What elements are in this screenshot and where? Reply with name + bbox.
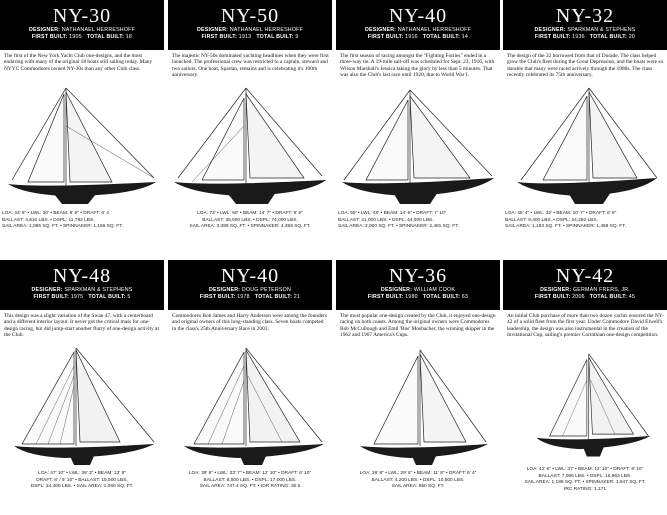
designer-line: DESIGNER: NATHANAEL HERRESHOFF bbox=[28, 27, 136, 33]
sailboat-drawing bbox=[340, 86, 496, 206]
class-title: NY-36 bbox=[388, 265, 448, 287]
card-header bbox=[336, 260, 500, 310]
card-header bbox=[0, 260, 164, 310]
card-ny48 bbox=[0, 260, 164, 513]
card-header bbox=[503, 0, 667, 50]
class-description: The majestic NY-50s dominated yachting headlines when they were first launched. The professional crew was restricted to a captain, steward and two sailors. One boat, Spartan, remains and is celebrating it's 100th anniversary. bbox=[172, 53, 329, 79]
sailboat-drawing bbox=[340, 346, 496, 466]
spec-list: LOA: 47' 10" • LWL: 36' 3" • BEAM: 13' 9" DRAFT: 8' / 5' 10" • BALLAST: 15,500 LBS. DSPL: 34,400 LBS. • SAIL AREA: 1,060 SQ. FT. bbox=[30, 471, 134, 490]
card-header bbox=[168, 0, 332, 50]
designer-line: DESIGNER: NATHANAEL HERRESHOFF bbox=[196, 27, 304, 33]
spec-list: LOA: 42' 6" • LWL: 37' • BEAM: 12' 10" • DRAFT: 8' 10" BALLAST: 7,066 LBS. • DSPL: 15,963 LBS. SAIL AREA: 1,188 SQ. FT. • SPINNAKER: 1,647 SQ. FT. IRC RATING: 1.171 bbox=[524, 467, 646, 492]
class-title: NY-48 bbox=[52, 265, 112, 287]
spec-list: LOA: 45' 4" • LWL: 32' • BEAM: 10' 7" • DRAFT: 6' 6" BALLAST: 9,400 LBS. • DSPL: 24,250 LBS. SAIL AREA: 1,183 SQ. FT. • SPINNAKER: 1,469 SQ. FT. bbox=[505, 211, 626, 230]
card-ny50 bbox=[168, 0, 332, 253]
built-line: FIRST BUILT: 2006 TOTAL BUILT: 45 bbox=[534, 294, 636, 300]
spec-list: LOA: 59' • LWL: 40' • BEAM: 14' 5" • DRAFT: 7' 10" BALLAST: 21,000 LBS. • DSPL: 44,000 LBS. SAIL AREA: 2,000 SQ. FT. • SPINNAKER: 2,481 SQ. FT. bbox=[338, 211, 459, 230]
card-ny32 bbox=[503, 0, 667, 253]
spec-list: LOA: 72' • LWL: 50' • BEAM: 14' 7" • DRAFT: 9' 9" BALLAST: 35,500 LBS. • DSPL: 74,000 LBS. SAIL AREA: 3,389 SQ. FT. • SPINNAKER: 4,359 SQ. FT. bbox=[189, 211, 311, 230]
card-ny30 bbox=[0, 0, 164, 253]
spec-list: LOA: 36' 8" • LWL: 29' 6" • BEAM: 11' 8" • DRAFT: 6' 4" BALLAST: 4,200 LBS. • DSPL: 10,500 LBS. SAIL AREA: 650 SQ. FT. bbox=[359, 471, 477, 490]
designer-line: DESIGNER: DOUG PETERSON bbox=[208, 287, 291, 293]
built-line: FIRST BUILT: 1916 TOTAL BUILT: 14 bbox=[367, 34, 469, 40]
class-description: Commodores Bob James and Harry Anderson were among the founders and original owners of this long-standing class. Seven boats competed in the class's 25th Anniversary Race in 2003. bbox=[172, 313, 327, 332]
sailboat-drawing bbox=[4, 346, 160, 466]
sailboat-drawing bbox=[172, 346, 328, 466]
designer-line: DESIGNER: GERMAN FRERS, JR. bbox=[540, 287, 630, 293]
built-line: FIRST BUILT: 1905 TOTAL BUILT: 18 bbox=[31, 34, 133, 40]
class-title: NY-42 bbox=[555, 265, 615, 287]
class-description: The design of the 32 borrowed from that of Dorade. The class helped grow the Club's fleet during the Great Depression, and the boats were so durable that many were raced actively through the 1980s. The class recently celebrated its 75th anniversary. bbox=[507, 53, 664, 79]
built-line: FIRST BUILT: 1980 TOTAL BUILT: 63 bbox=[367, 294, 469, 300]
designer-line: DESIGNER: WILLIAM COOK bbox=[380, 287, 456, 293]
card-ny40-1978 bbox=[168, 260, 332, 513]
built-line: FIRST BUILT: 1913 TOTAL BUILT: 9 bbox=[201, 34, 299, 40]
spec-list: LOA: 39' 6" • LWL: 33' 7" • BEAM: 12' 10" • DRAFT: 6' 10" BALLAST: 8,500 LBS. • DSPL: 17,000 LBS. SAIL AREA: 747.4 SQ. FT. • IOR RATING: 30.5 bbox=[188, 471, 312, 490]
designer-line: DESIGNER: SPARKMAN & STEPHENS bbox=[534, 27, 636, 33]
sailboat-drawing bbox=[4, 86, 160, 206]
built-line: FIRST BUILT: 1978 TOTAL BUILT: 21 bbox=[199, 294, 301, 300]
card-header bbox=[0, 0, 164, 50]
designer-line: DESIGNER: SPARKMAN & STEPHENS bbox=[31, 287, 133, 293]
class-description: This design was a slight variation of the Swan 47, with a centerboard and a different interior layout. It never got the critical mass for one-design racing, but did jump-start another flurry of one-design activity at the Club. bbox=[4, 313, 159, 339]
class-description: The most popular one-design created by the Club, it enjoyed one-design racing on both coasts. Among the original owners were Commodores Bob McCullough and Emil 'Bus' Mosbacher, the winning skipper in the 1962 and 1967 America's Cups. bbox=[340, 313, 496, 339]
card-ny40-1916 bbox=[336, 0, 500, 253]
spec-list: LOA: 43' 6" • LWL: 30' • BEAM: 8' 9" • DRAFT: 6' 4 BALLAST: 4,810 LBS. • DSPL: 11,782 LBS. SAIL AREA: 1,085 SQ. FT. • SPINNAKER: 1,156 SQ. FT. bbox=[2, 211, 123, 230]
class-title: NY-40 bbox=[220, 265, 280, 287]
class-title: NY-50 bbox=[220, 5, 280, 27]
card-header bbox=[336, 0, 500, 50]
sailboat-drawing bbox=[507, 86, 663, 206]
card-header bbox=[503, 260, 667, 310]
card-ny42 bbox=[503, 260, 667, 513]
class-title: NY-32 bbox=[555, 5, 615, 27]
built-line: FIRST BUILT: 1936 TOTAL BUILT: 20 bbox=[534, 34, 636, 40]
card-header bbox=[168, 260, 332, 310]
class-description: The first season of racing amongst the "Fighting Forties" ended in a three-way tie. A 19-mile sail-off was scheduled for Sept. 23, 1916, with Wilson Marshall's Jessica taking the glory by less than 5 minutes. That was also the Club's last race until 1920, due to World War I. bbox=[340, 53, 495, 79]
designer-line: DESIGNER: NATHANAEL HERRESHOFF bbox=[364, 27, 472, 33]
class-title: NY-40 bbox=[388, 5, 448, 27]
sailboat-drawing bbox=[172, 86, 328, 206]
sailboat-drawing bbox=[507, 352, 663, 464]
built-line: FIRST BUILT: 1975 TOTAL BUILT: 5 bbox=[33, 294, 131, 300]
class-description: An initial Club purchase of more than two dozen yachts ensured the NY-42 of a solid fleet from the first year. Under Commodore David Elwell's leadership, the design was also instrumental in the creation of the Invitational Cup, sailing's premier Corinthian one-design competition. bbox=[507, 313, 664, 339]
class-title: NY-30 bbox=[52, 5, 112, 27]
card-ny36 bbox=[336, 260, 500, 513]
class-description: The first of the New York Yacht Club one-designs, and the most enduring with many of the original 18 boats still sailing today. Many NYYC Commodores owned NY-30s than any other Club class. bbox=[4, 53, 153, 72]
